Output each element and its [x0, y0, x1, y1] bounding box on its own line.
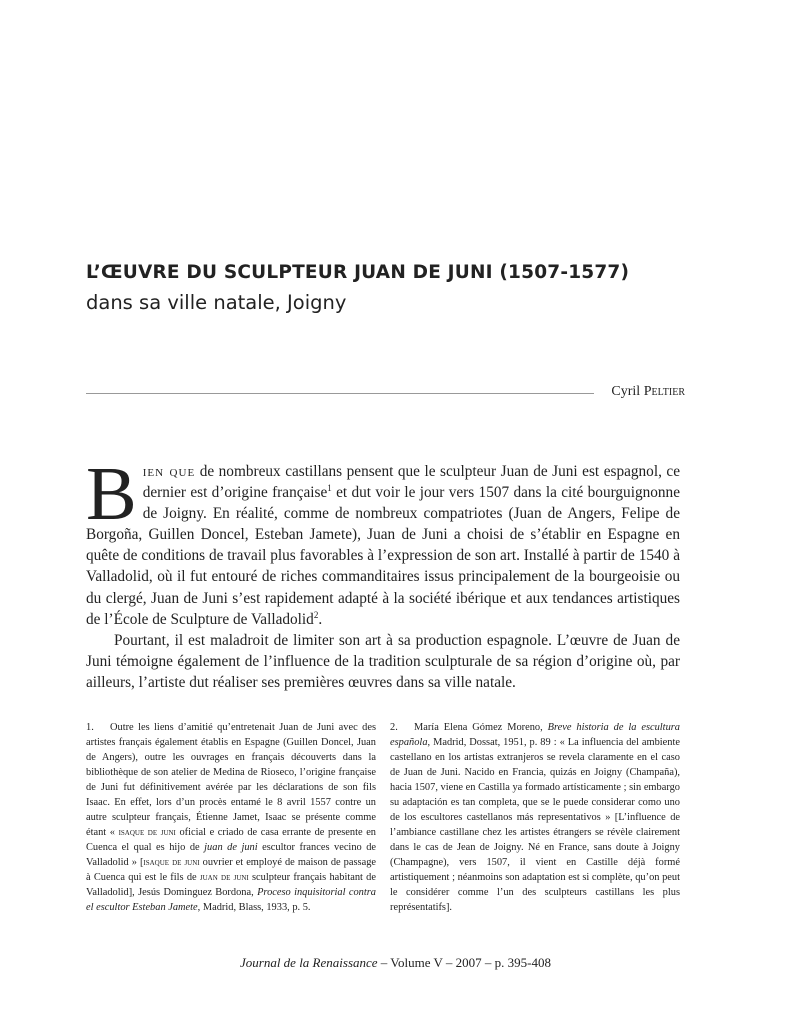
article-body — [86, 452, 680, 693]
footnote-italic: juan de juni — [204, 842, 258, 853]
byline-rule — [86, 393, 594, 394]
footnote-ref-2[interactable]: 2 — [313, 609, 319, 620]
footnote-smallcaps: juan de juni — [199, 872, 249, 883]
article-title: L’ŒUVRE DU SCULPTEUR JUAN DE JUNI (1507-1577) — [86, 262, 630, 283]
paragraph-1-text-a: de nombreux castillans pensent que le sculpteur Juan de Juni est espagnol, ce dernier est d’origine française — [142, 463, 680, 502]
footnote-number: 2. — [390, 722, 398, 733]
drop-cap: B — [86, 452, 137, 536]
footnote-italic: Breve historia de la escultura española — [390, 722, 681, 748]
lead-in: ien que — [142, 463, 196, 480]
paragraph-1-text-c: . — [318, 610, 323, 628]
footnote-text: oficial e criado de casa errante de presente en Cuenca el qual es hijo de — [86, 827, 376, 853]
journal-name: Journal de la Renaissance — [239, 955, 378, 970]
footnote-text: , Madrid, Blass, 1933, p. 5. — [197, 902, 311, 913]
author-name — [611, 384, 685, 400]
paragraph-2: Pourtant, il est maladroit de limiter son art à sa production espagnole. L’œuvre de Juan de Juni témoigne également de l’influence de la tradition sculpturale de sa région d’origine où, par ailleurs, l’artiste dut réaliser ses premières œuvres dans sa ville natale. — [86, 631, 680, 691]
page-footer — [0, 955, 791, 971]
author-last-name: Peltier — [643, 384, 685, 399]
author-first-name: Cyril — [611, 384, 641, 399]
footnote-text: , Madrid, Dossat, 1951, p. 89 : « La influencia del ambiente castellano en los artistas extranjeros se revela claramente en el caso de Juan de Juni. Nacido en Francia, quizás en Joigny (Champaña), hacia 1507, viene en Castilla ya formado artísticamente ; sin embargo su adaptación es tan completa, que se le puede considerar como uno de los escultores castellanos más representativos » [L’influence de l’ambiance castillane chez les artistes étrangers se révèle clairement dans le cas de Jean de Joigny. Né en France, sans doute à Joigny (Champagne), vers 1507, il vient en Castille déjà formé artistiquement ; néanmoins son adaptation est si complète, qu’on peut le considérer comme l’un des sculpteurs castillans les plus représentatifs]. — [390, 737, 680, 913]
footnote-smallcaps: isaque de juni — [143, 857, 200, 868]
footnote-2 — [390, 720, 680, 915]
footnote-text: escultor frances vecino de Valladolid » [ — [86, 842, 377, 868]
footnote-text: Outre les liens d’amitié qu’entretenait Juan de Juni avec des artistes français également établis en Espagne (Guillen Doncel, Juan de Angers), outre les ouvrages en français découverts dans la bibliothèque de son atelier de Medina de Rioseco, l’origine française de Juni fut définitivement avérée par les déclarations de son fils Isaac. En effet, lors d’un procès entamé le 8 avril 1557 contre un autre sculpteur français, Étienne Jamet, Isaac se présente comme étant « — [86, 722, 376, 838]
paragraph-1-text-b: et dut voir le jour vers 1507 dans la cité bourguignonne de Joigny. En réalité, comme de nombreux compatriotes (Juan de Angers, Felipe de Borgoña, Guillen Doncel, Esteban Jamete), Juan de Juni a choisi de s’établir en Espagne en quête de conditions de travail plus favorables à l’expression de son art. Installé à partir de 1540 à Valladolid, où il fut entouré de riches commanditaires issus principalement de la bourgeoisie ou du clergé, Juan de Juni s’est rapidement adapté à la société ibérique et aux tendances artistiques de l’École de Sculpture de Valladolid — [86, 484, 680, 628]
footnote-ref-1[interactable]: 1 — [327, 483, 332, 493]
article-subtitle: dans sa ville natale, Joigny — [86, 291, 347, 314]
footnote-text: María Elena Gómez Moreno, — [414, 722, 548, 733]
footnotes — [86, 720, 680, 915]
footnote-text: ouvrier et employé de maison de passage à Cuenca qui est le fils de — [86, 857, 376, 883]
footnote-italic: Proceso inquisitorial contra el escultor Esteban Jamete — [86, 887, 376, 913]
paragraph-1 — [86, 452, 680, 630]
footer-citation: – Volume V – 2007 – p. 395-408 — [377, 955, 552, 970]
footnote-1 — [86, 720, 376, 915]
footnote-number: 1. — [86, 722, 94, 733]
footnote-smallcaps: isaque de juni — [118, 827, 176, 838]
footnote-text: sculpteur français habitant de Valladolid], Jesús Dominguez Bordona, — [86, 872, 376, 898]
